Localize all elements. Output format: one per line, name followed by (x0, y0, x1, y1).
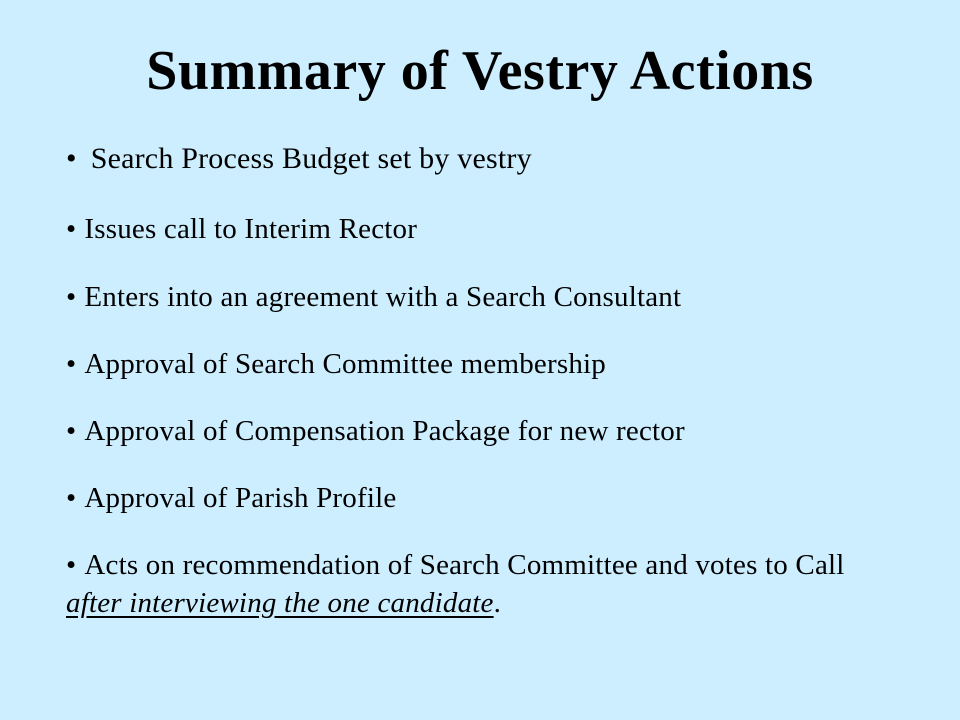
bullet-icon: • (66, 348, 77, 380)
bullet-icon: • (66, 213, 77, 245)
bullet-item (66, 210, 866, 248)
bullet-text: Approval of Parish Profile (84, 482, 397, 514)
bullet-text: Approval of Compensation Package for new rector (84, 415, 685, 447)
bullet-text: Approval of Search Committee membership (84, 348, 606, 380)
bullet-item (66, 546, 866, 622)
bullet-icon: • (66, 281, 77, 313)
bullet-item (66, 140, 866, 178)
bullet-icon: • (66, 415, 77, 447)
emphasized-text: after interviewing the one candidate (66, 587, 494, 619)
bullet-icon: • (66, 142, 77, 175)
bullet-text: Enters into an agreement with a Search Consultant (84, 281, 682, 313)
bullet-icon: • (66, 549, 77, 581)
bullet-item (66, 345, 866, 383)
bullet-text-end: . (493, 587, 502, 619)
bullet-text: Search Process Budget set by vestry (90, 142, 532, 175)
bullet-item (66, 278, 866, 316)
bullet-icon: • (66, 482, 77, 514)
bullet-text: Acts on recommendation of Search Committee and votes to Call (84, 549, 845, 581)
bullet-item (66, 479, 866, 517)
bullet-item (66, 412, 866, 450)
bullet-text: Issues call to Interim Rector (84, 213, 418, 245)
slide-title: Summary of Vestry Actions (146, 40, 814, 102)
